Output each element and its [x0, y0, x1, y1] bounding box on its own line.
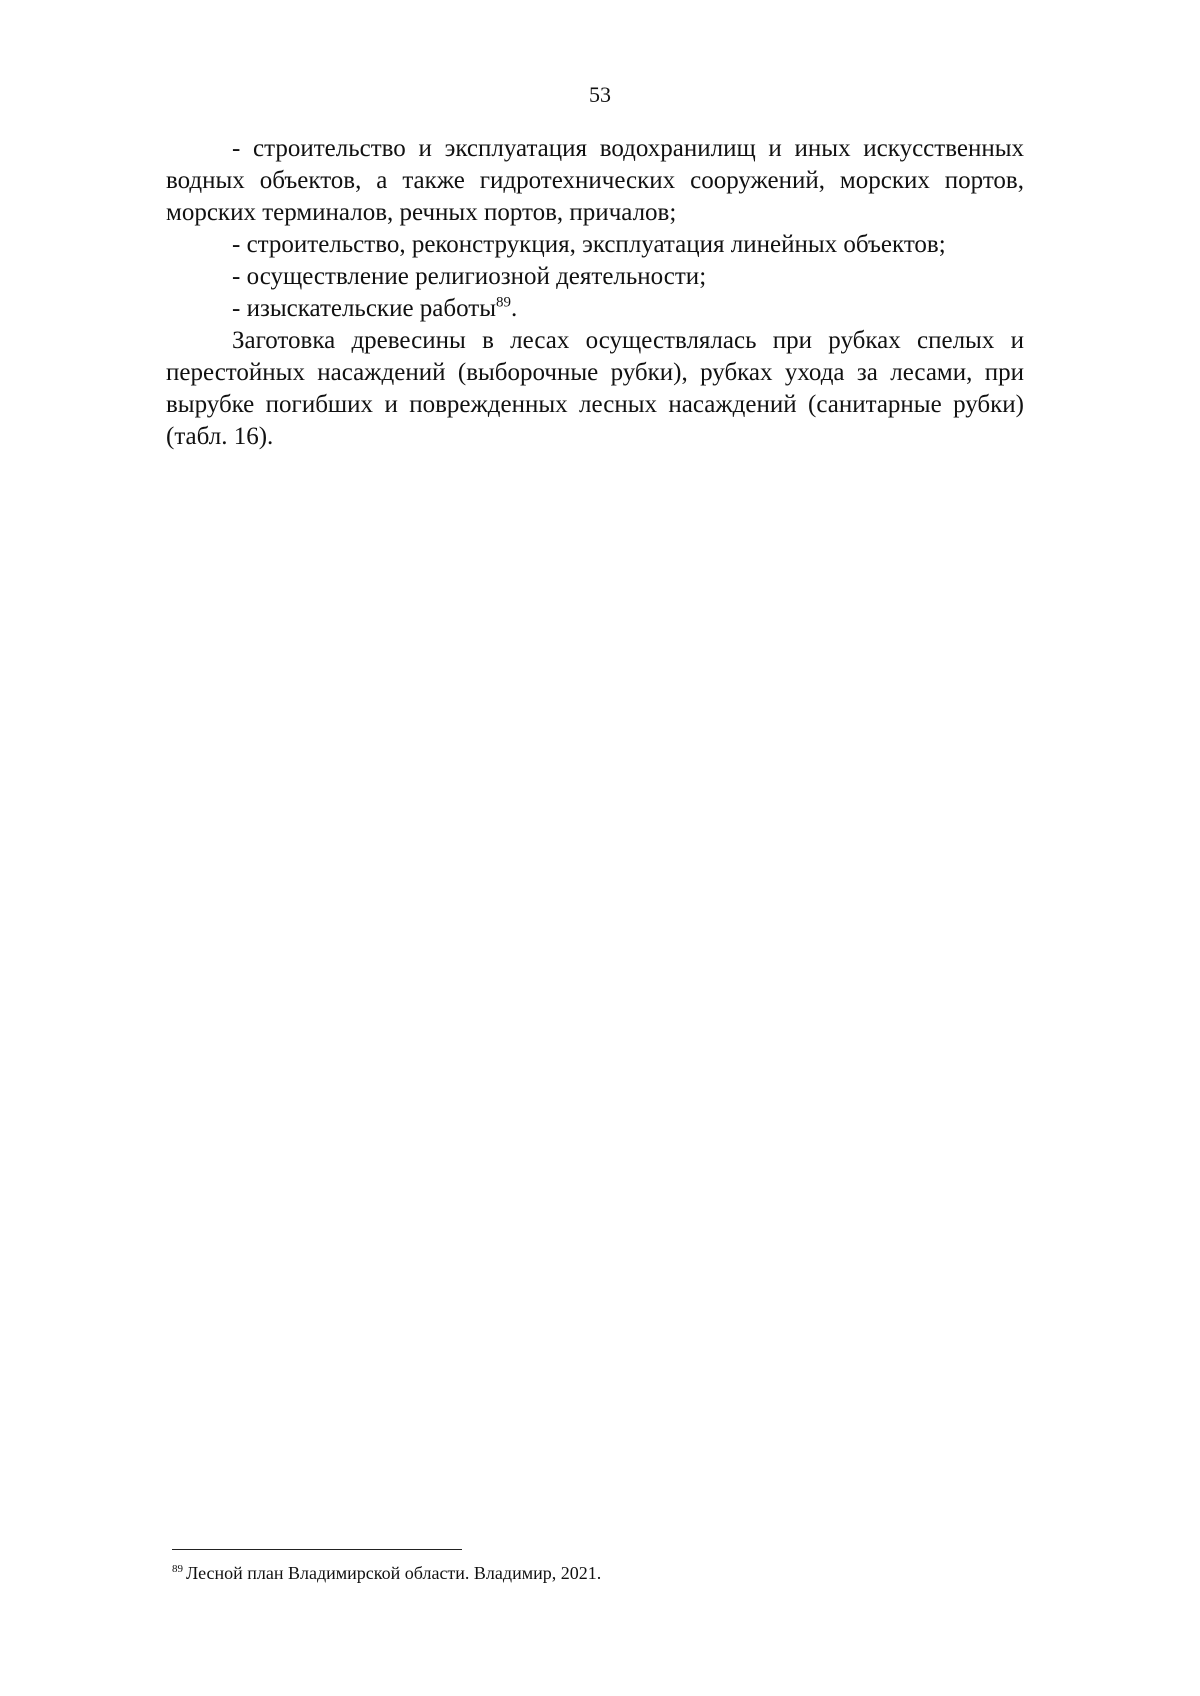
footnote [172, 1562, 1022, 1584]
survey-works-text: - изыскательские работы [232, 295, 497, 322]
footnote-reference: 89 [496, 294, 512, 311]
footnote-mark: 89 [172, 1563, 183, 1575]
footnote-separator [172, 1549, 462, 1550]
paragraph-linear-objects: - строительство, реконструкция, эксплуатация линейных объектов; [232, 231, 946, 258]
footnote-text: Лесной план Владимирской области. Владимир, 2021. [186, 1563, 602, 1583]
page-number: 53 [589, 82, 611, 107]
paragraph-timber-harvesting: Заготовка древесины в лесах осуществлялась при рубках спелых и перестойных насаждений (выборочные рубки), рубках ухода за лесами, при вырубке погибших и поврежденных лесных насаждений (санитарные рубки) (табл. 16). [166, 327, 1024, 450]
body-text [166, 133, 1024, 453]
paragraph-reservoirs: - строительство и эксплуатация водохранилищ и иных искусственных водных объектов, а также гидротехнических сооружений, морских портов, морских терминалов, речных портов, причалов; [166, 135, 1024, 226]
paragraph-religious-activity: - осуществление религиозной деятельности; [232, 263, 707, 290]
survey-works-tail: . [511, 295, 518, 322]
paragraph-survey-works [166, 293, 1024, 325]
